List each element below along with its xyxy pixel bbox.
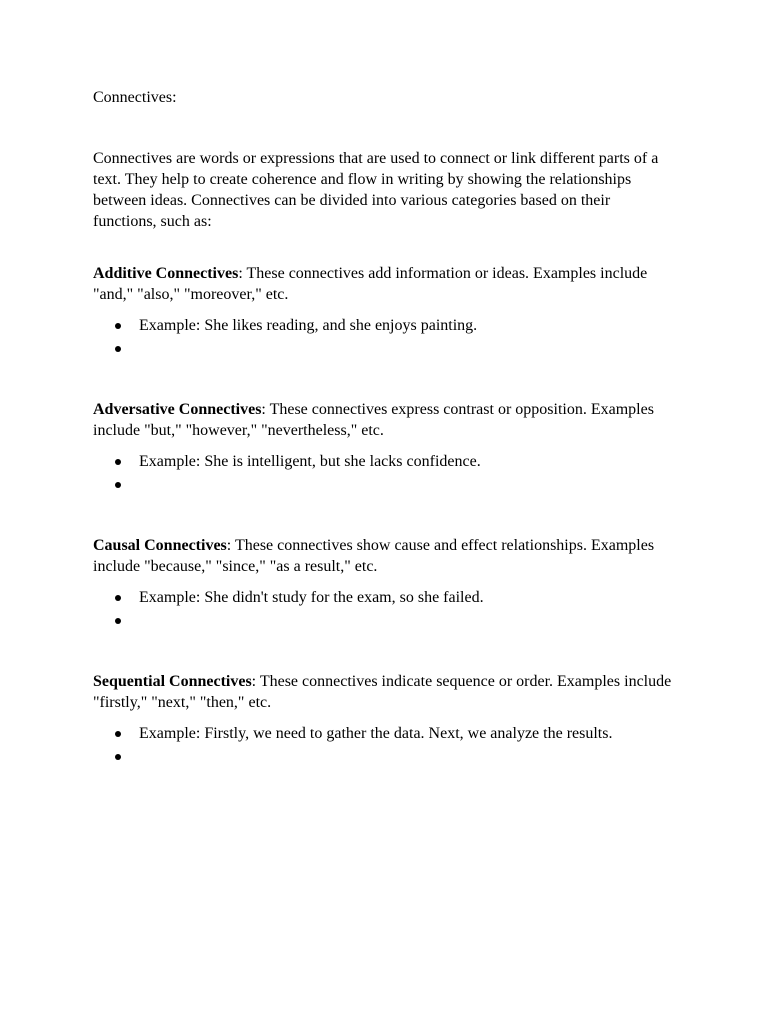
section-description	[93, 263, 683, 305]
document-page	[93, 87, 693, 769]
section-description	[93, 399, 683, 441]
section-heading: Causal Connectives	[93, 537, 227, 554]
bullet-list	[93, 315, 693, 359]
example-text: Example: She didn't study for the exam, so she failed.	[139, 589, 484, 606]
section-heading: Sequential Connectives	[93, 673, 252, 690]
section-text: : These connectives indicate sequence or order. Examples include "firstly," "next," "then," etc.	[93, 673, 672, 711]
document-title: Connectives:	[93, 89, 177, 106]
list-item	[93, 315, 693, 336]
bullet-icon	[115, 346, 121, 352]
list-item-empty	[93, 474, 693, 495]
bullet-list	[93, 451, 693, 495]
bullet-list	[93, 587, 693, 631]
example-text: Example: Firstly, we need to gather the data. Next, we analyze the results.	[139, 725, 613, 742]
example-text: Example: She likes reading, and she enjoys painting.	[139, 317, 478, 334]
example-text: Example: She is intelligent, but she lacks confidence.	[139, 453, 481, 470]
section-heading: Additive Connectives	[93, 265, 239, 282]
bullet-list	[93, 723, 693, 767]
bullet-icon	[115, 595, 121, 601]
section-adversative	[93, 399, 693, 495]
bullet-icon	[115, 459, 121, 465]
section-text: : These connectives express contrast or opposition. Examples include "but," "however," "nevertheless," etc.	[93, 401, 654, 439]
connective-sections	[93, 263, 693, 767]
list-item	[93, 587, 693, 608]
list-item-empty	[93, 338, 693, 359]
section-text: : These connectives show cause and effect relationships. Examples include "because," "since," "as a result," etc.	[93, 537, 655, 575]
section-description	[93, 535, 683, 577]
list-item-empty	[93, 610, 693, 631]
section-description	[93, 671, 683, 713]
section-text: : These connectives add information or ideas. Examples include "and," "also," "moreover," etc.	[93, 265, 648, 303]
bullet-icon	[115, 731, 121, 737]
section-additive	[93, 263, 693, 359]
list-item-empty	[93, 746, 693, 767]
bullet-icon	[115, 323, 121, 329]
list-item	[93, 723, 693, 744]
intro-paragraph: Connectives are words or expressions that are used to connect or link different parts of a text. They help to create coherence and flow in writing by showing the relationships between ideas. Connectives can be divided into various categories based on their functions, such as:	[93, 150, 659, 230]
list-item	[93, 451, 693, 472]
section-causal	[93, 535, 693, 631]
bullet-icon	[115, 482, 121, 488]
bullet-icon	[115, 618, 121, 624]
bullet-icon	[115, 754, 121, 760]
section-sequential	[93, 671, 693, 767]
section-heading: Adversative Connectives	[93, 401, 262, 418]
